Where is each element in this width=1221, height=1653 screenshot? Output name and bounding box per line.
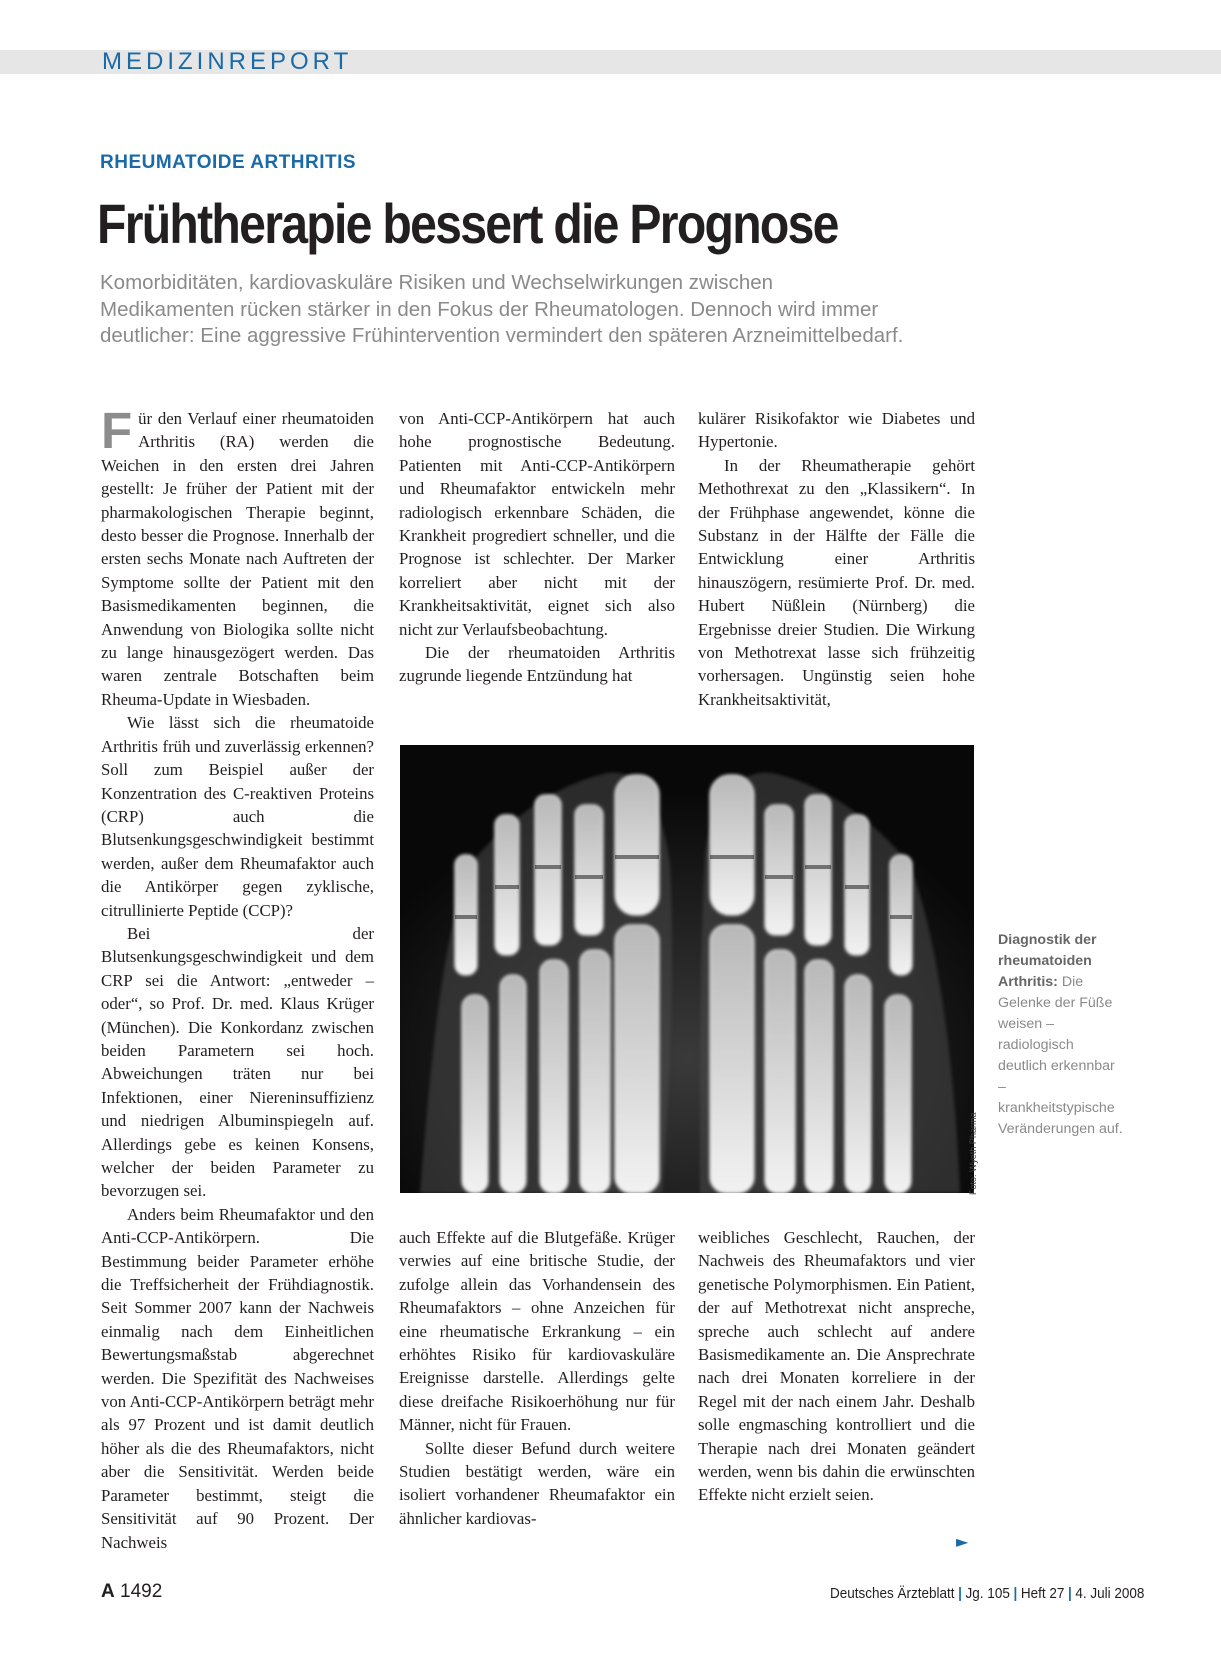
photo-credit: Foto: Wyeth Pharma bbox=[968, 1112, 978, 1195]
paragraph: Wie lässt sich die rheumatoide Arthritis früh und zuverlässig erkennen? Soll zum Beispiel außer der Konzentration des C-reaktiven Proteins (CRP) auch die Blutsenkungsgeschwindigkeit bestimmt werden, außer dem Rheumafaktor auch die Antikörper gegen zyklische, citrullinierte Peptide (CCP)? bbox=[101, 713, 374, 920]
text-column-1 bbox=[101, 402, 374, 1554]
figure-caption bbox=[998, 930, 1126, 1140]
caption-text: Die Gelenke der Füße weisen – radiologisch deutlich erkennbar – krankheitstypische Veränderungen auf. bbox=[998, 974, 1123, 1137]
footer-separator: | bbox=[1013, 1585, 1018, 1602]
page-number bbox=[101, 1581, 162, 1603]
text-column-2-bottom bbox=[399, 1226, 675, 1530]
drop-cap: F bbox=[101, 402, 133, 459]
lead-line: deutlicher: Eine aggressive Frühintervention vermindert den späteren Arzneimittelbedarf. bbox=[100, 324, 904, 347]
journal-name: Deutsches Ärzteblatt bbox=[830, 1585, 955, 1602]
paragraph: Sollte dieser Befund durch weitere Studien bestätigt werden, wäre ein isoliert vorhandener Rheumafaktor ein ähnlicher kardiovas- bbox=[399, 1438, 675, 1528]
article-title: Frühtherapie bessert die Prognose bbox=[97, 192, 838, 255]
continue-arrow-icon[interactable]: ► bbox=[956, 1532, 969, 1551]
paragraph: kulärer Risikofaktor wie Diabetes und Hypertonie. bbox=[698, 409, 975, 452]
paragraph: Bei der Blutsenkungsgeschwindigkeit und dem CRP sei die Antwort: „entweder – oder“, so Prof. Dr. med. Klaus Krüger (München). Die Konkordanz zwischen beiden Parametern sei hoch. Abweichungen träten nur bei Infektionen, einer Niereninsuffizienz und niedrigen Albuminspiegeln auf. Allerdings gebe es keinen Konsens, welcher der beiden Parameter zu bevorzugen sei. bbox=[101, 923, 374, 1201]
journal-issue: Heft 27 bbox=[1020, 1585, 1065, 1602]
page-number-value: 1492 bbox=[120, 1581, 163, 1602]
paragraph: von Anti-CCP-Antikörpern hat auch hohe prognostische Bedeutung. Patienten mit Anti-CCP-Antikörpern und Rheumafaktor entwickeln mehr radiologisch erkennbare Schäden, die Krankheit progrediert schneller, und die Prognose ist schlechter. Der Marker korreliert aber nicht mit der Krankheitsaktivität, eignet sich also nicht zur Verlaufsbeobachtung. bbox=[399, 409, 675, 639]
section-label: MEDIZINREPORT bbox=[102, 48, 353, 75]
text-column-2-top bbox=[399, 407, 675, 688]
paragraph: weibliches Geschlecht, Rauchen, der Nachweis des Rheumafaktors und vier genetische Polymorphismen. Ein Patient, der auf Methotrexat nicht anspreche, spreche auch schlecht auf andere Basismedikamente an. Die Ansprechrate nach drei Monaten korreliere in der Regel mit der nach einem Jahr. Deshalb solle engmasching kontrolliert und die Therapie nach drei Monaten geändert werden, wenn bis dahin die erwünschten Effekte nicht erzielt seien. bbox=[698, 1228, 975, 1505]
text-column-3-top bbox=[698, 407, 975, 711]
page-prefix: A bbox=[101, 1581, 115, 1602]
caption-heading: Diagnostik der rheumatoiden Arthritis: bbox=[998, 932, 1097, 990]
lead-line: Komorbiditäten, kardiovaskuläre Risiken und Wechselwirkungen zwischen bbox=[100, 271, 774, 294]
article-kicker: RHEUMATOIDE ARTHRITIS bbox=[100, 152, 357, 173]
journal-date: 4. Juli 2008 bbox=[1075, 1585, 1145, 1602]
journal-volume: Jg. 105 bbox=[965, 1585, 1010, 1602]
footer-separator: | bbox=[1067, 1585, 1072, 1602]
xray-feet-image bbox=[400, 745, 974, 1193]
paragraph: Die der rheumatoiden Arthritis zugrunde liegende Entzündung hat bbox=[399, 643, 675, 686]
paragraph: Für den Verlauf einer rheumatoiden Arthritis (RA) werden die Weichen in den ersten drei Jahren gestellt: Je früher der Patient mit der pharmakologischen Therapie beginnt, desto besser die Prognose. Innerhalb der ersten sechs Monate nach Auftreten der Symptome sollte der Patient mit den Basismedikamenten beginnen, die Anwendung von Biologika sollte nicht zu lange hinausgezögert werden. Das waren zentrale Botschaften beim Rheuma-Update in Wiesbaden. bbox=[101, 402, 374, 709]
paragraph: In der Rheumatherapie gehört Methothrexat zu den „Klassikern“. In der Frühphase angewendet, könne die Substanz in der Hälfte der Fälle die Entwicklung einer Arthritis hinauszögern, resümierte Prof. Dr. med. Hubert Nüßlein (Nürnberg) die Ergebnisse dreier Studien. Die Wirkung von Methotrexat lasse sich frühzeitig vorhersagen. Ungünstig seien hohe Krankheitsaktivität, bbox=[698, 455, 975, 709]
paragraph: Anders beim Rheumafaktor und den Anti-CCP-Antikörpern. Die Bestimmung beider Parameter erhöhe die Treffsicherheit der Frühdiagnostik. Seit Sommer 2007 kann der Nachweis einmalig nach dem Einheitlichen Bewertungsmaßstab abgerechnet werden. Die Spezifität des Nachweises von Anti-CCP-Antikörpern beträgt mehr als 97 Prozent und ist damit deutlich höher als die des Rheumafaktors, nicht aber die Sensitivität. Werden beide Parameter bestimmt, steigt die Sensitivität auf 90 Prozent. Der Nachweis bbox=[101, 1204, 374, 1552]
lead-line: Medikamenten rücken stärker in den Fokus der Rheumatologen. Dennoch wird immer bbox=[100, 297, 879, 321]
text-column-3-bottom bbox=[698, 1226, 975, 1507]
journal-footer bbox=[830, 1585, 1144, 1602]
article-lead bbox=[100, 270, 1030, 350]
paragraph: auch Effekte auf die Blutgefäße. Krüger verwies auf eine britische Studie, der zufolge allein das Vorhandensein des Rheumafaktors – ohne Anzeichen für eine rheumatische Erkrankung – ein erhöhtes Risiko für kardiovaskuläre Ereignisse darstelle. Allerdings gelte diese dreifache Risikoerhöhung nur für Männer, nicht für Frauen. bbox=[399, 1228, 675, 1435]
footer-separator: | bbox=[958, 1585, 962, 1602]
